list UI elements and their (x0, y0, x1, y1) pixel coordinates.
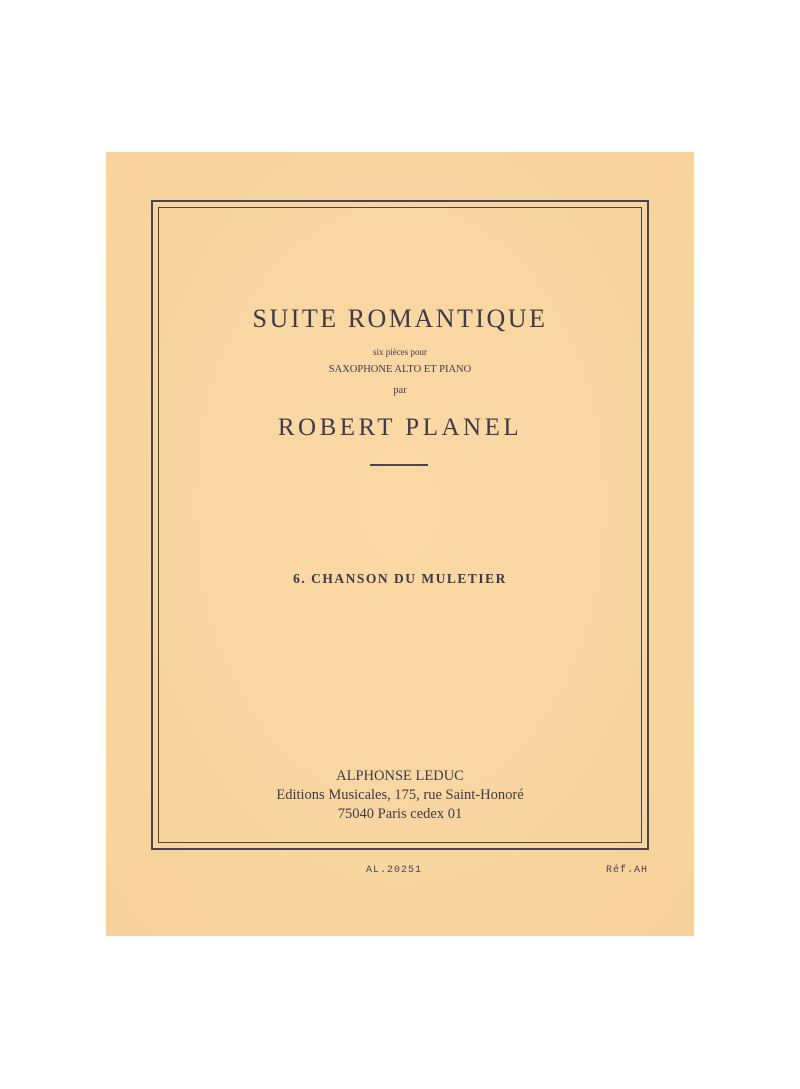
divider-rule (370, 464, 428, 466)
publisher-address: Editions Musicales, 175, rue Saint-Honoré (276, 787, 524, 803)
instrumentation: SAXOPHONE ALTO ET PIANO (328, 364, 472, 375)
score-cover (106, 152, 694, 936)
reference-code: Réf.AH (606, 865, 649, 876)
subtitle: six pièces pour (373, 347, 427, 357)
inner-border (158, 207, 642, 843)
publisher-city: 75040 Paris cedex 01 (337, 806, 463, 822)
piece-title: 6. CHANSON DU MULETIER (293, 571, 507, 586)
publisher-name: ALPHONSE LEDUC (336, 768, 464, 784)
by-label: par (393, 385, 407, 396)
title: SUITE ROMANTIQUE (252, 304, 548, 333)
catalog-number: AL.20251 (366, 865, 423, 876)
double-border-frame (151, 200, 649, 850)
composer-name: ROBERT PLANEL (277, 414, 523, 441)
